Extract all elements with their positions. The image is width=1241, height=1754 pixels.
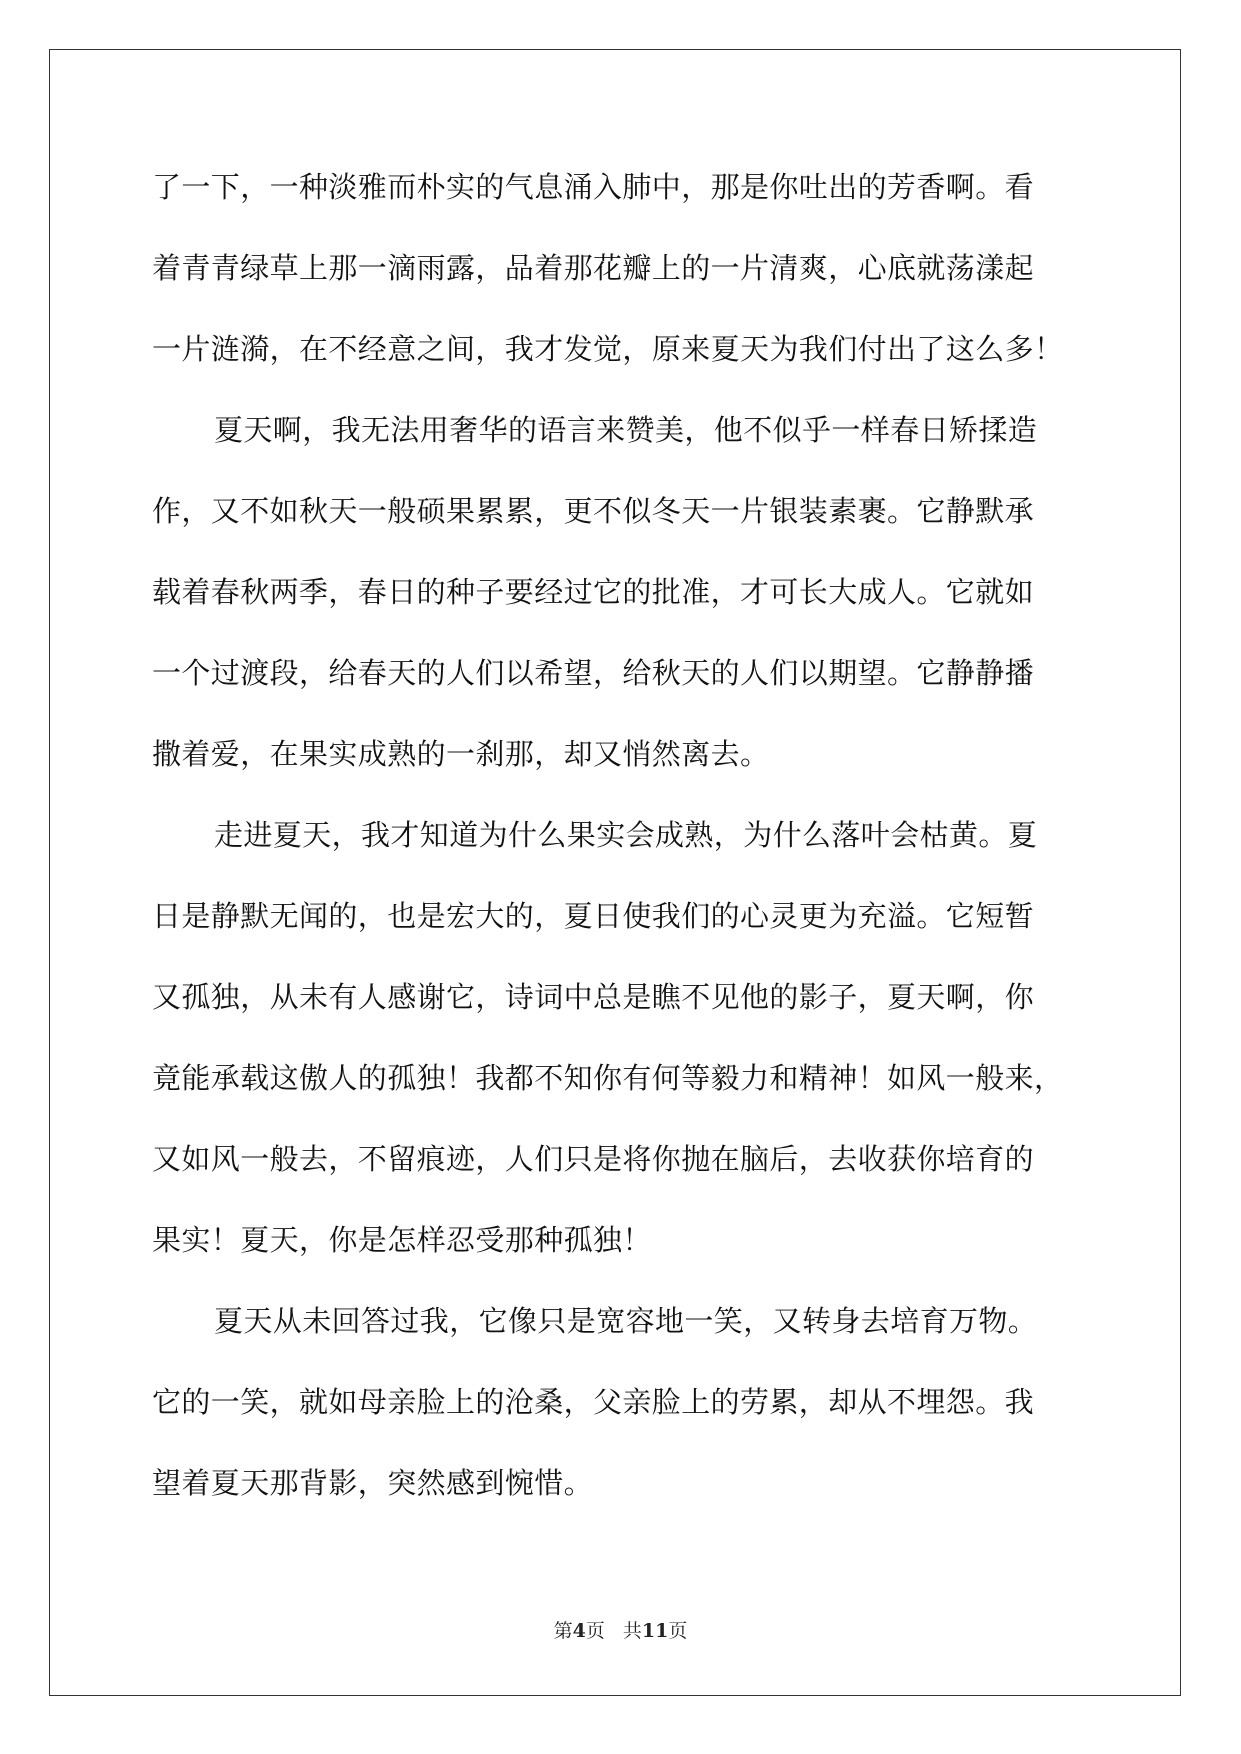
page-label-prefix: 第 (553, 1620, 573, 1642)
text-line: 了一下，一种淡雅而朴实的气息涌入肺中，那是你吐出的芳香啊。看 (152, 170, 1035, 204)
body-text (152, 162, 1092, 1539)
total-label-suffix: 页 (668, 1620, 688, 1642)
text-line: 又孤独，从未有人感谢它，诗词中总是瞧不见他的影子，夏天啊，你 (152, 980, 1035, 1014)
total-pages: 11 (641, 1620, 669, 1642)
page-footer (0, 1616, 1241, 1643)
text-line: 撒着爱，在果实成熟的一刹那，却又悄然离去。 (152, 737, 770, 771)
total-label-prefix: 共 (622, 1620, 642, 1642)
text-line: 又如风一般去，不留痕迹，人们只是将你抛在脑后，去收获你培育的 (152, 1142, 1035, 1176)
text-line: 夏天啊，我无法用奢华的语言来赞美，他不似乎一样春日矫揉造 (214, 413, 1038, 447)
text-line: 日是静默无闻的，也是宏大的，夏日使我们的心灵更为充溢。它短暂 (152, 899, 1035, 933)
text-line: 走进夏天，我才知道为什么果实会成熟，为什么落叶会枯黄。夏 (214, 818, 1038, 852)
text-line: 果实！夏天，你是怎样忍受那种孤独！ (152, 1223, 652, 1257)
page-label-suffix: 页 (585, 1620, 605, 1642)
text-line: 作，又不如秋天一般硕果累累，更不似冬天一片银装素裹。它静默承 (152, 494, 1035, 528)
text-line: 一片涟漪，在不经意之间，我才发觉，原来夏天为我们付出了这么多！ (152, 332, 1064, 366)
text-line: 它的一笑，就如母亲脸上的沧桑，父亲脸上的劳累，却从不埋怨。我 (152, 1385, 1035, 1419)
text-line: 一个过渡段，给春天的人们以希望，给秋天的人们以期望。它静静播 (152, 656, 1035, 690)
page-number: 4 (572, 1620, 586, 1642)
text-line: 望着夏天那背影，突然感到惋惜。 (152, 1466, 594, 1500)
text-line: 夏天从未回答过我，它像只是宽容地一笑，又转身去培育万物。 (214, 1304, 1038, 1338)
text-line: 着青青绿草上那一滴雨露，品着那花瓣上的一片清爽，心底就荡漾起 (152, 251, 1035, 285)
text-line: 载着春秋两季，春日的种子要经过它的批准，才可长大成人。它就如 (152, 575, 1035, 609)
text-line: 竟能承载这傲人的孤独！我都不知你有何等毅力和精神！如风一般来， (152, 1061, 1064, 1095)
